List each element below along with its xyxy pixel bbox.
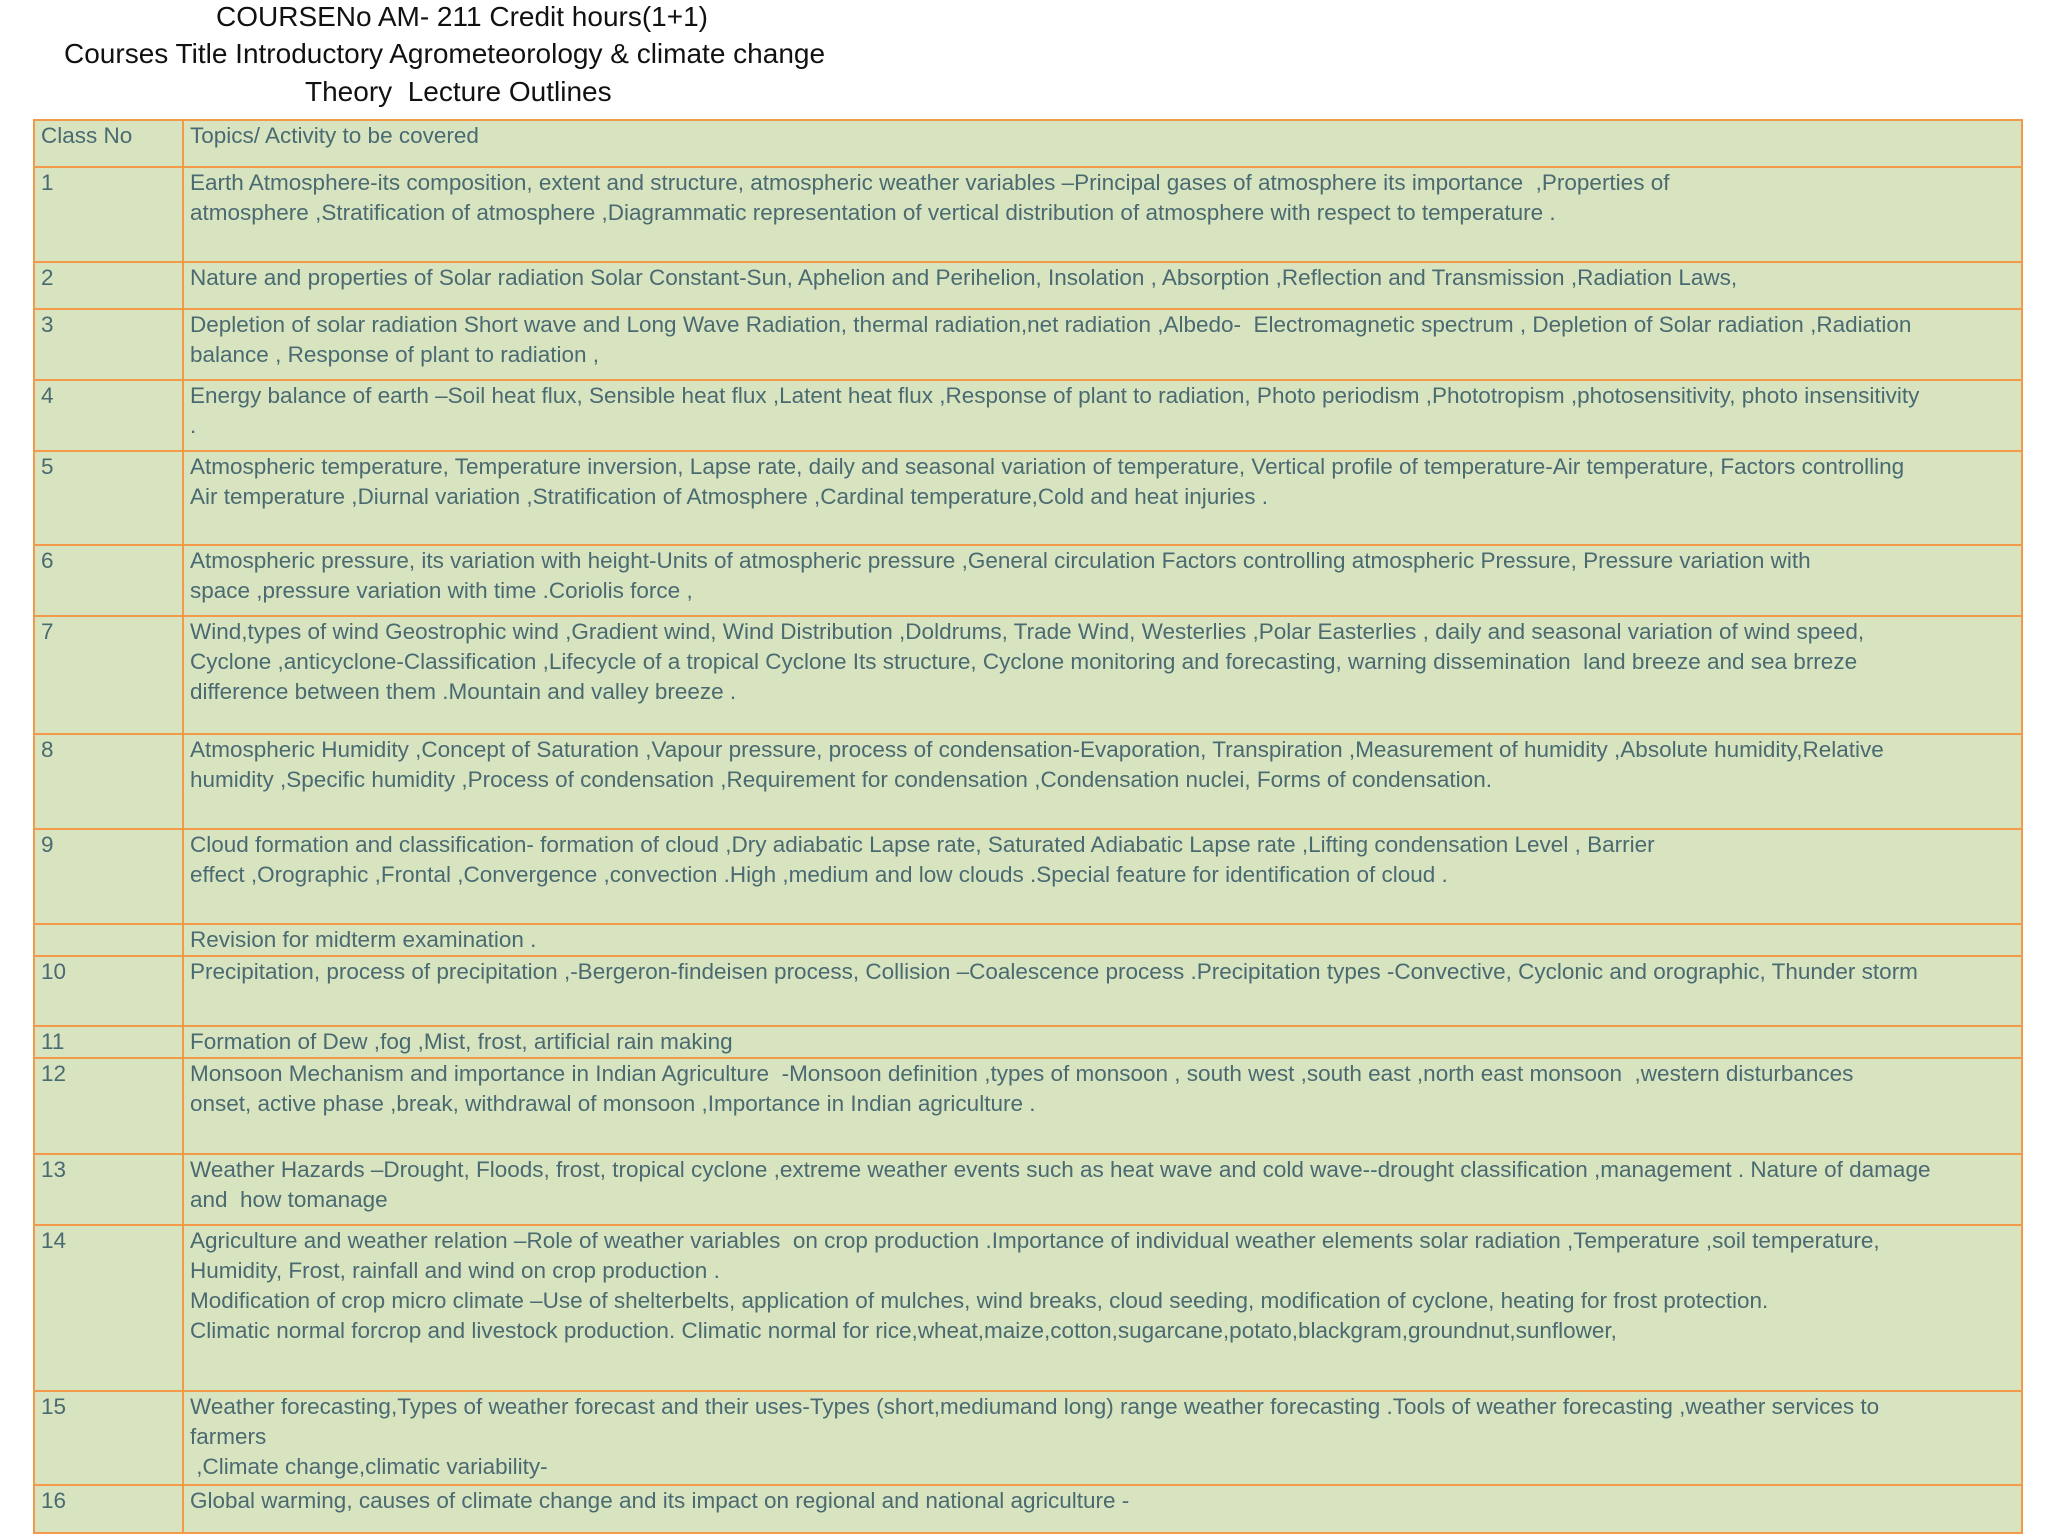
class-no-cell: 12	[34, 1058, 183, 1154]
course-title-line: Courses Title Introductory Agrometeorology & climate change	[64, 38, 826, 69]
table-row	[34, 1485, 2022, 1533]
class-no-cell: 1	[34, 167, 183, 262]
topic-cell: Weather forecasting,Types of weather forecast and their uses-Types (short,mediumand long) range weather forecasting .Tools of weather forecasting ,weather services to farmers ,Climate change,climatic variability-	[183, 1391, 2022, 1485]
document-header	[0, 0, 1100, 120]
topics-header: Topics/ Activity to be covered	[183, 120, 2022, 167]
table-row	[34, 1391, 2022, 1485]
topic-cell: Weather Hazards –Drought, Floods, frost, tropical cyclone ,extreme weather events such as heat wave and cold wave--drought classification ,management . Nature of damage and how tomanage	[183, 1154, 2022, 1225]
table-row	[34, 1225, 2022, 1391]
topic-cell: Atmospheric Humidity ,Concept of Saturation ,Vapour pressure, process of condensation-Evaporation, Transpiration ,Measurement of humidity ,Absolute humidity,Relative humidity ,Specific humidity ,Process of condensation ,Requirement for condensation ,Condensation nuclei, Forms of condensation.	[183, 734, 2022, 829]
class-no-cell: 13	[34, 1154, 183, 1225]
theory-outline-heading: Theory Lecture Outlines	[305, 76, 612, 107]
class-no-cell: 3	[34, 309, 183, 380]
table-row	[34, 380, 2022, 451]
table-row	[34, 1026, 2022, 1058]
topic-cell: Agriculture and weather relation –Role of weather variables on crop production .Importance of individual weather elements solar radiation ,Temperature ,soil temperature, Humidity, Frost, rainfall and wind on crop production . Modification of crop micro climate –Use of shelterbelts, application of mulches, wind breaks, cloud seeding, modification of cyclone, heating for frost protection. Climatic normal forcrop and livestock production. Climatic normal for rice,wheat,maize,cotton,sugarcane,potato,blackgram,groundnut,sunflower,	[183, 1225, 2022, 1391]
table-row	[34, 1058, 2022, 1154]
class-no-cell: 16	[34, 1485, 183, 1533]
table-row	[34, 167, 2022, 262]
topic-cell: Cloud formation and classification- formation of cloud ,Dry adiabatic Lapse rate, Saturated Adiabatic Lapse rate ,Lifting condensation Level , Barrier effect ,Orographic ,Frontal ,Convergence ,convection .High ,medium and low clouds .Special feature for identification of cloud .	[183, 829, 2022, 924]
class-no-cell: 5	[34, 451, 183, 545]
class-no-cell: 10	[34, 956, 183, 1026]
topic-cell: Nature and properties of Solar radiation Solar Constant-Sun, Aphelion and Perihelion, Insolation , Absorption ,Reflection and Transmission ,Radiation Laws,	[183, 262, 2022, 309]
topic-cell: Energy balance of earth –Soil heat flux, Sensible heat flux ,Latent heat flux ,Response of plant to radiation, Photo periodism ,Phototropism ,photosensitivity, photo insensitivity .	[183, 380, 2022, 451]
table-row	[34, 309, 2022, 380]
topic-cell: Earth Atmosphere-its composition, extent and structure, atmospheric weather variables –Principal gases of atmosphere its importance ,Properties of atmosphere ,Stratification of atmosphere ,Diagrammatic representation of vertical distribution of atmosphere with respect to temperature .	[183, 167, 2022, 262]
table-row	[34, 545, 2022, 616]
table-row	[34, 956, 2022, 1026]
table-row	[34, 924, 2022, 956]
table-row	[34, 262, 2022, 309]
table-header-row	[34, 120, 2022, 167]
topic-cell: Monsoon Mechanism and importance in Indian Agriculture -Monsoon definition ,types of monsoon , south west ,south east ,north east monsoon ,western disturbances onset, active phase ,break, withdrawal of monsoon ,Importance in Indian agriculture .	[183, 1058, 2022, 1154]
course-number-line: COURSENo AM- 211 Credit hours(1+1)	[216, 1, 708, 32]
topic-cell: Depletion of solar radiation Short wave and Long Wave Radiation, thermal radiation,net radiation ,Albedo- Electromagnetic spectrum , Depletion of Solar radiation ,Radiation balance , Response of plant to radiation ,	[183, 309, 2022, 380]
class-no-cell: 11	[34, 1026, 183, 1058]
topic-cell: Revision for midterm examination .	[183, 924, 2022, 956]
lecture-outline-table	[33, 119, 2023, 1534]
class-no-cell: 6	[34, 545, 183, 616]
topic-cell: Wind,types of wind Geostrophic wind ,Gradient wind, Wind Distribution ,Doldrums, Trade Wind, Westerlies ,Polar Easterlies , daily and seasonal variation of wind speed, Cyclone ,anticyclone-Classification ,Lifecycle of a tropical Cyclone Its structure, Cyclone monitoring and forecasting, warning dissemination land breeze and sea brreze difference between them .Mountain and valley breeze .	[183, 616, 2022, 734]
topic-cell: Atmospheric pressure, its variation with height-Units of atmospheric pressure ,General circulation Factors controlling atmospheric Pressure, Pressure variation with space ,pressure variation with time .Coriolis force ,	[183, 545, 2022, 616]
table-row	[34, 1154, 2022, 1225]
class-no-cell: 15	[34, 1391, 183, 1485]
class-no-cell: 7	[34, 616, 183, 734]
topic-cell: Formation of Dew ,fog ,Mist, frost, artificial rain making	[183, 1026, 2022, 1058]
class-no-cell	[34, 924, 183, 956]
class-no-cell: 4	[34, 380, 183, 451]
class-no-cell: 2	[34, 262, 183, 309]
class-no-cell: 8	[34, 734, 183, 829]
table-row	[34, 734, 2022, 829]
table-row	[34, 616, 2022, 734]
class-no-header: Class No	[34, 120, 183, 167]
topic-cell: Atmospheric temperature, Temperature inversion, Lapse rate, daily and seasonal variation of temperature, Vertical profile of temperature-Air temperature, Factors controlling Air temperature ,Diurnal variation ,Stratification of Atmosphere ,Cardinal temperature,Cold and heat injuries .	[183, 451, 2022, 545]
class-no-cell: 14	[34, 1225, 183, 1391]
class-no-cell: 9	[34, 829, 183, 924]
table-row	[34, 829, 2022, 924]
table-row	[34, 451, 2022, 545]
topic-cell: Precipitation, process of precipitation ,-Bergeron-findeisen process, Collision –Coalescence process .Precipitation types -Convective, Cyclonic and orographic, Thunder storm	[183, 956, 2022, 1026]
topic-cell: Global warming, causes of climate change and its impact on regional and national agriculture -	[183, 1485, 2022, 1533]
